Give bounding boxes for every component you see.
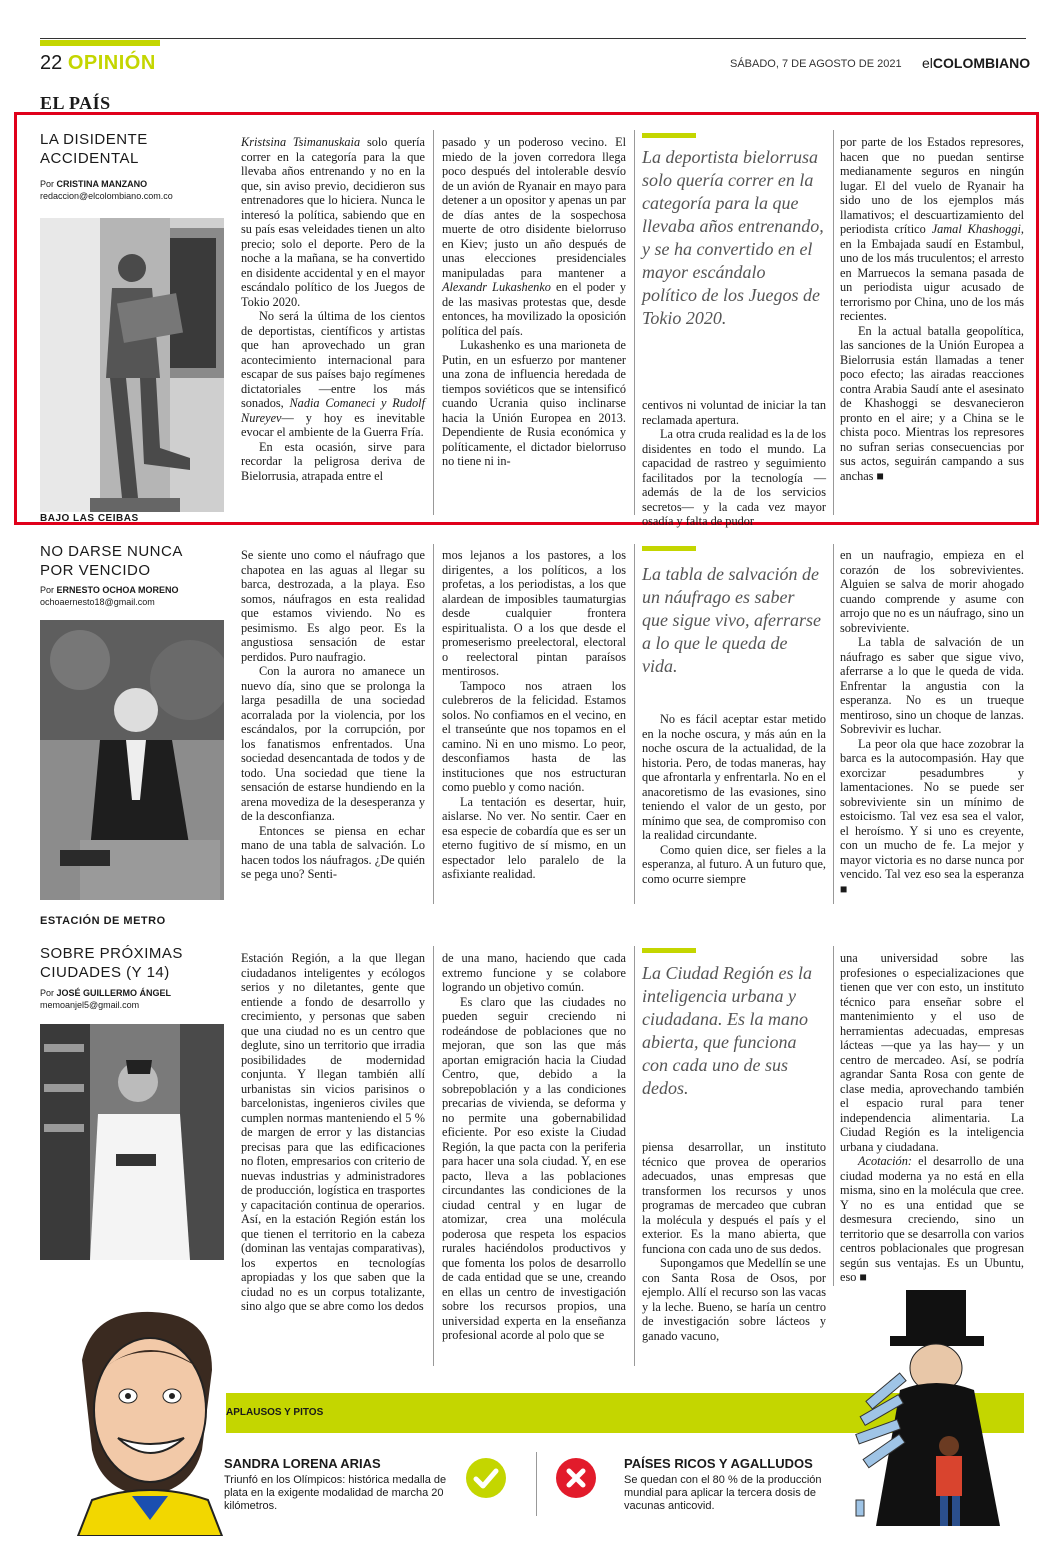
section-label: ESTACIÓN DE METRO — [40, 915, 166, 927]
cross-icon — [556, 1458, 596, 1498]
author-email[interactable]: ochoaernesto18@gmail.com — [40, 597, 155, 607]
column-divider — [433, 544, 434, 904]
article-title: SOBRE PRÓXIMAS CIUDADES (Y 14) — [40, 945, 183, 981]
article-column: piensa desarrollar, un instituto técnico que provea de operarios adecuados, unas empresas que transformen los recursos y unos programas de mercadeo que cubran la molécula y después el país y el exterior. Es la mano abierta, que funciona con cada uno de sus dedos. Supongamos que Medellín se une con Santa Rosa de Osos, por ejemplo. Allí el recurso son las vacas y la leche. Bueno, se haría un centro de investigación sobre lácteos y ganado vacuno, — [642, 1140, 826, 1343]
byline: Por ERNESTO OCHOA MORENO ochoaernesto18@gmail.com — [40, 585, 179, 607]
pull-quote: La tabla de salvación de un náufrago es saber que sigue vivo, aferrarse a lo que le queda de vida. — [642, 564, 821, 676]
section-label: BAJO LAS CEIBAS — [40, 513, 139, 524]
page-header — [40, 52, 156, 75]
byline: Por JOSÉ GUILLERMO ÁNGEL memoanjel5@gmail.com — [40, 988, 172, 1010]
publication-date: SÁBADO, 7 DE AGOSTO DE 2021 — [730, 58, 902, 70]
quote-accent — [642, 546, 696, 551]
article-column: de una mano, haciendo que cada extremo funcione y se colabore logrando un objetivo común. Es claro que las ciudades no pueden seguir creciendo ni rodeándose de poblaciones que no mejoran, que son las que más aportan emigración hacia la Ciudad Centro, que, debido a la sobrepoblación y a las condiciones precarias de vivienda, se deforma y no permite una gobernabilidad eficiente. Por eso existe la Ciudad Región, la que pacta con la periferia para hacer una sola ciudad. Y, en ese pacto, lleva a las poblaciones circundantes las condiciones de la ciudad central y en lugar de atomizar, crea una molécula poderosa que respeta los espacios rurales haciéndolos productivos y que fomenta los polos de desarrollo de cada entidad que se une, creando en ellas un centro de investigación sobre los recursos propios, una universidad experta en la enseñanza profesional acorde al polo que se — [442, 951, 626, 1342]
article-column: mos lejanos a los pastores, a los dirigentes, a los políticos, a los profetas, a los periodistas, a los que alardean de imposibles taumaturgias desde cualquier frontera espiritualista. O a los que desde el promeserismo preelectoral, electoral o reelectoral pintan paraísos mentirosos. Tampoco nos atraen los culebreros de la felicidad. Estamos solos. No confiamos en el vecino, en el transeúnte que nos topamos en el camino. Ni en uno mismo. Lo peor, desconfiamos hasta de las instituciones que nos estructuran como pueblo y como nación. La tentación es desertar, huir, aislarse. No ver. No sentir. Caer en esa especie de cobardía que es ser un eterno fugitivo de sí mismo, en un espectador lelo paralelo de la asfixiante realidad. — [442, 548, 626, 881]
pitos-text: Se quedan con el 80 % de la producción mundial para aplicar la tercera dosis de vacunas anticovid. — [624, 1474, 822, 1512]
article-title: LA DISIDENTE ACCIDENTAL — [40, 131, 148, 167]
author-email[interactable]: memoanjel5@gmail.com — [40, 1000, 140, 1010]
article-column: en un naufragio, empieza en el corazón de los sobrevivientes. Alguien se salva de morir ahogado cuando comprende y asume con arrojo que no es un náufrago, sino un sobreviviente. La tabla de salvación de un náufrago es saber que sigue vivo, aferrarse a lo que le queda de vida. Enfrentar la angustia con la esperanza. No es un trueque mentiroso, sino un choque de lanzas. Sobrevivir es luchar. La peor ola que hace zozobrar la barca es la autocompasión. Hay que exorcizar pesadumbres y lamentaciones. No se puede ser sobreviviente sin un mínimo de estoicismo. Tal vez esa sea el valor, el heroísmo. Y si uno es creyente, con un mucho de fe. La mejor y mayor victoria es no darse nunca por vencido. Tal vez eso sea la esperanza ■ — [840, 548, 1024, 896]
column-divider — [634, 130, 635, 515]
article-column: No es fácil aceptar estar metido en la noche oscura, y más aún en la noche oscura de la actualidad, de la historia. Pero, de todas maneras, hay que afrontarla y enfrentarla. No en el anacoretismo de las evasiones, sino teniendo el valor de un gesto, por mínimo que sea, de compromiso con la realidad circundante. Como quien dice, ser fieles a la esperanza, al futuro. A un futuro que, como ocurre siempre — [642, 712, 826, 886]
pull-quote: La Ciudad Región es la inteligencia urbana y ciudadana. Es la mano abierta, que funciona con cada uno de sus dedos. — [642, 963, 812, 1098]
syndication-logo: EL PAÍS — [40, 93, 111, 113]
article-column: una universidad sobre las profesiones o especializaciones que tienen que ver con esto, un instituto técnico para enseñar sobre el mantenimiento y el uso de herramientas adecuadas, empresas lácteas —que ya las hay— y un centro de mercadeo. Así, se podría agrandar Santa Rosa con gente de clase media, aprovechando también el espacio rural para tener independencia alimentaria. La Ciudad Región es la inteligencia urbana y ciudadana. Acotación: el desarrollo de una ciudad moderna ya no está en ella misma, sino en la molécula que cree. Y no es una entidad que se desmesura creciendo, sino un territorio que se desarrolla con varios centros poblacionales que progresan según sus ventajas. Es un Ubuntu, eso ■ — [840, 951, 1024, 1284]
pitos-name: PAÍSES RICOS Y AGALLUDOS — [624, 1456, 813, 1471]
author-email[interactable]: redaccion@elcolombiano.com.co — [40, 191, 173, 201]
author-photo — [40, 620, 224, 900]
caricature-applause — [62, 1300, 232, 1536]
section-name: OPINIÓN — [67, 52, 156, 74]
column-divider — [433, 946, 434, 1366]
article-column: centivos ni voluntad de iniciar la tan reclamada apertura. La otra cruda realidad es la de los disidentes en todo el mundo. La capacidad de rastreo y seguimiento facilitados por la tecnología —además de la de los servicios secretos— y la cada vez mayor osadía y falta de pudor — [642, 398, 826, 528]
article-column: Estación Región, a la que llegan ciudadanos inteligentes y ecólogos serios y no diletantes, gente que entiende a fondo de desarrollo y crecimiento, y personas que saben que una ciudad no es un centro que deglute, sino un territorio que irradia posibilidades de modernidad conjunta. Y llegan también allí urbanistas sin vicios parisinos o barcelonistas, ingenieros civiles que cumplen normas manteniendo el 5 % de margen de error y las distancias precisas para que las edificaciones no floten, empresarios con criterio de nuevas industrias y administradores de producción, logística en trasportes y capacitación continua de operarios. Así, en la estación Región están los que tienen el territorio en la cabeza (dominan las ventajas comparativas), los expertos en tecnologías apropiadas y los que saben que la ciudad no es un corpus totalizante, sino algo que se abre como los dedos — [241, 951, 425, 1313]
quote-accent — [642, 948, 696, 953]
column-divider — [833, 544, 834, 904]
article-column: Kristsina Tsimanuskaia solo quería correr en la categoría para la que llevaba años entrenando y no en la que, sin aviso previo, decidieron sus entrenadores que lo hiciera. Nunca le interesó la política, sabiendo que en su país esas veleidades tienen un alto precio; solo el deporte. Pero de la noche a la mañana, se ha convertido en disidente accidental y en el mayor escándalo político de los Juegos de Tokio 2020. No será la última de los cientos de deportistas, científicos y artistas que han aprovechado un gran acontecimiento internacional para escapar de sus países bajo regímenes dictatoriales —entre los más sonados, Nadia Comaneci y Rudolf Nureyev— y hoy es inevitable evocar el ambiente de la Guerra Fría. En esta ocasión, sirve para recordar la peligrosa deriva de Bielorrusia, atrapada entre el — [241, 135, 425, 483]
quote-accent — [642, 133, 696, 138]
masthead-logo: elCOLOMBIANO — [922, 55, 1031, 71]
applause-item — [224, 1456, 464, 1513]
article-column: Se siente uno como el náufrago que chapotea en las aguas al llegar su barca, destrozada, a la playa. Eso somos, náufragos en esta realidad que estamos viviendo. No es pesimismo. Es algo peor. Es la angustiosa sensación de estar perdidos. Puro naufragio. Con la aurora no amanece un nuevo día, sino que se prolonga la larga pesadilla de una sociedad acorralada por la violencia, por los escándalos, por la corrupción, por los fanatismos enfrentados. Una sociedad desencantada de todos y de todo. Una sociedad que tiene la sensación de estarse hundiendo en la arena movediza de la desesperanza y de la desconfianza. Entonces se piensa en echar mano de una tabla de salvación. Lo hacen todos los náufragos. ¿De quién se pega uno? Senti- — [241, 548, 425, 881]
column-divider — [634, 946, 635, 1366]
column-divider — [833, 946, 834, 1286]
applause-text: Triunfó en los Olímpicos: histórica medalla de plata en la exigente modalidad de marcha 20 kilómetros. — [224, 1474, 447, 1512]
applause-name: SANDRA LORENA ARIAS — [224, 1456, 381, 1471]
aplausos-label: APLAUSOS Y PITOS — [226, 1407, 324, 1418]
section-accent-bar — [40, 40, 160, 46]
byline: Por CRISTINA MANZANO redaccion@elcolombiano.com.co — [40, 179, 173, 201]
author-photo — [40, 218, 224, 512]
pull-quote: La deportista bielorrusa solo quería correr en la categoría para la que llevaba años entrenando, y se ha convertido en el mayor escándalo político de los Juegos de Tokio 2020. — [642, 147, 824, 328]
article-column: por parte de los Estados represores, hacen que no puedan sentirse medianamente seguros en ningún lugar. El del vuelo de Ryanair ha sido uno de los ejemplos más llamativos; el descuartizamiento del periodista crítico Jamal Khashoggi, en la Embajada saudí en Estambul, uno de los más truculentos; el arresto en Marruecos la semana pasada de un periodista uigur acusado de terrorismo por China, uno de los más recientes. En la actual batalla geopolítica, las sanciones de la Unión Europea a Bielorrusia están llamadas a tener poco efecto; las airadas reacciones contra Arabia Saudí ante el asesinato de Khashoggi se desvanecieron pronto en el aire; y a China se le chista poco. Mientras los represores no sufran serias consecuencias por sus actos, seguirán campando a sus anchas ■ — [840, 135, 1024, 483]
header-rule — [40, 38, 1026, 39]
article-column: pasado y un poderoso vecino. El miedo de la joven corredora llega poco después del intolerable desvío de un avión de Ryanair en mayo para detener a un opositor y apenas un par de días antes de la sospechosa muerte de otro disidente bielorruso en Kiev; justo un año después de unas elecciones presidenciales manipuladas para mantener a Alexandr Lukashenko en el poder y de las masivas protestas que, desde entonces, ha movilizado la oposición política del país. Lukashenko es una marioneta de Putin, en un esfuerzo por mantener una zona de influencia heredada de tiempos soviéticos que se intensificó cuando Ucrania quiso inclinarse hacia la Unión Europea en 2013. Dependiente de Rusia económica y políticamente, el dictador bielorruso no tiene ni in- — [442, 135, 626, 468]
column-divider — [634, 544, 635, 904]
author-photo — [40, 1024, 224, 1260]
pitos-item — [624, 1456, 850, 1513]
column-divider — [833, 130, 834, 515]
caricature-boos — [840, 1286, 1030, 1536]
article-title: NO DARSE NUNCA POR VENCIDO — [40, 543, 183, 579]
check-icon — [466, 1458, 506, 1498]
page-number: 22 — [40, 52, 63, 74]
column-divider — [536, 1452, 537, 1516]
column-divider — [433, 130, 434, 515]
